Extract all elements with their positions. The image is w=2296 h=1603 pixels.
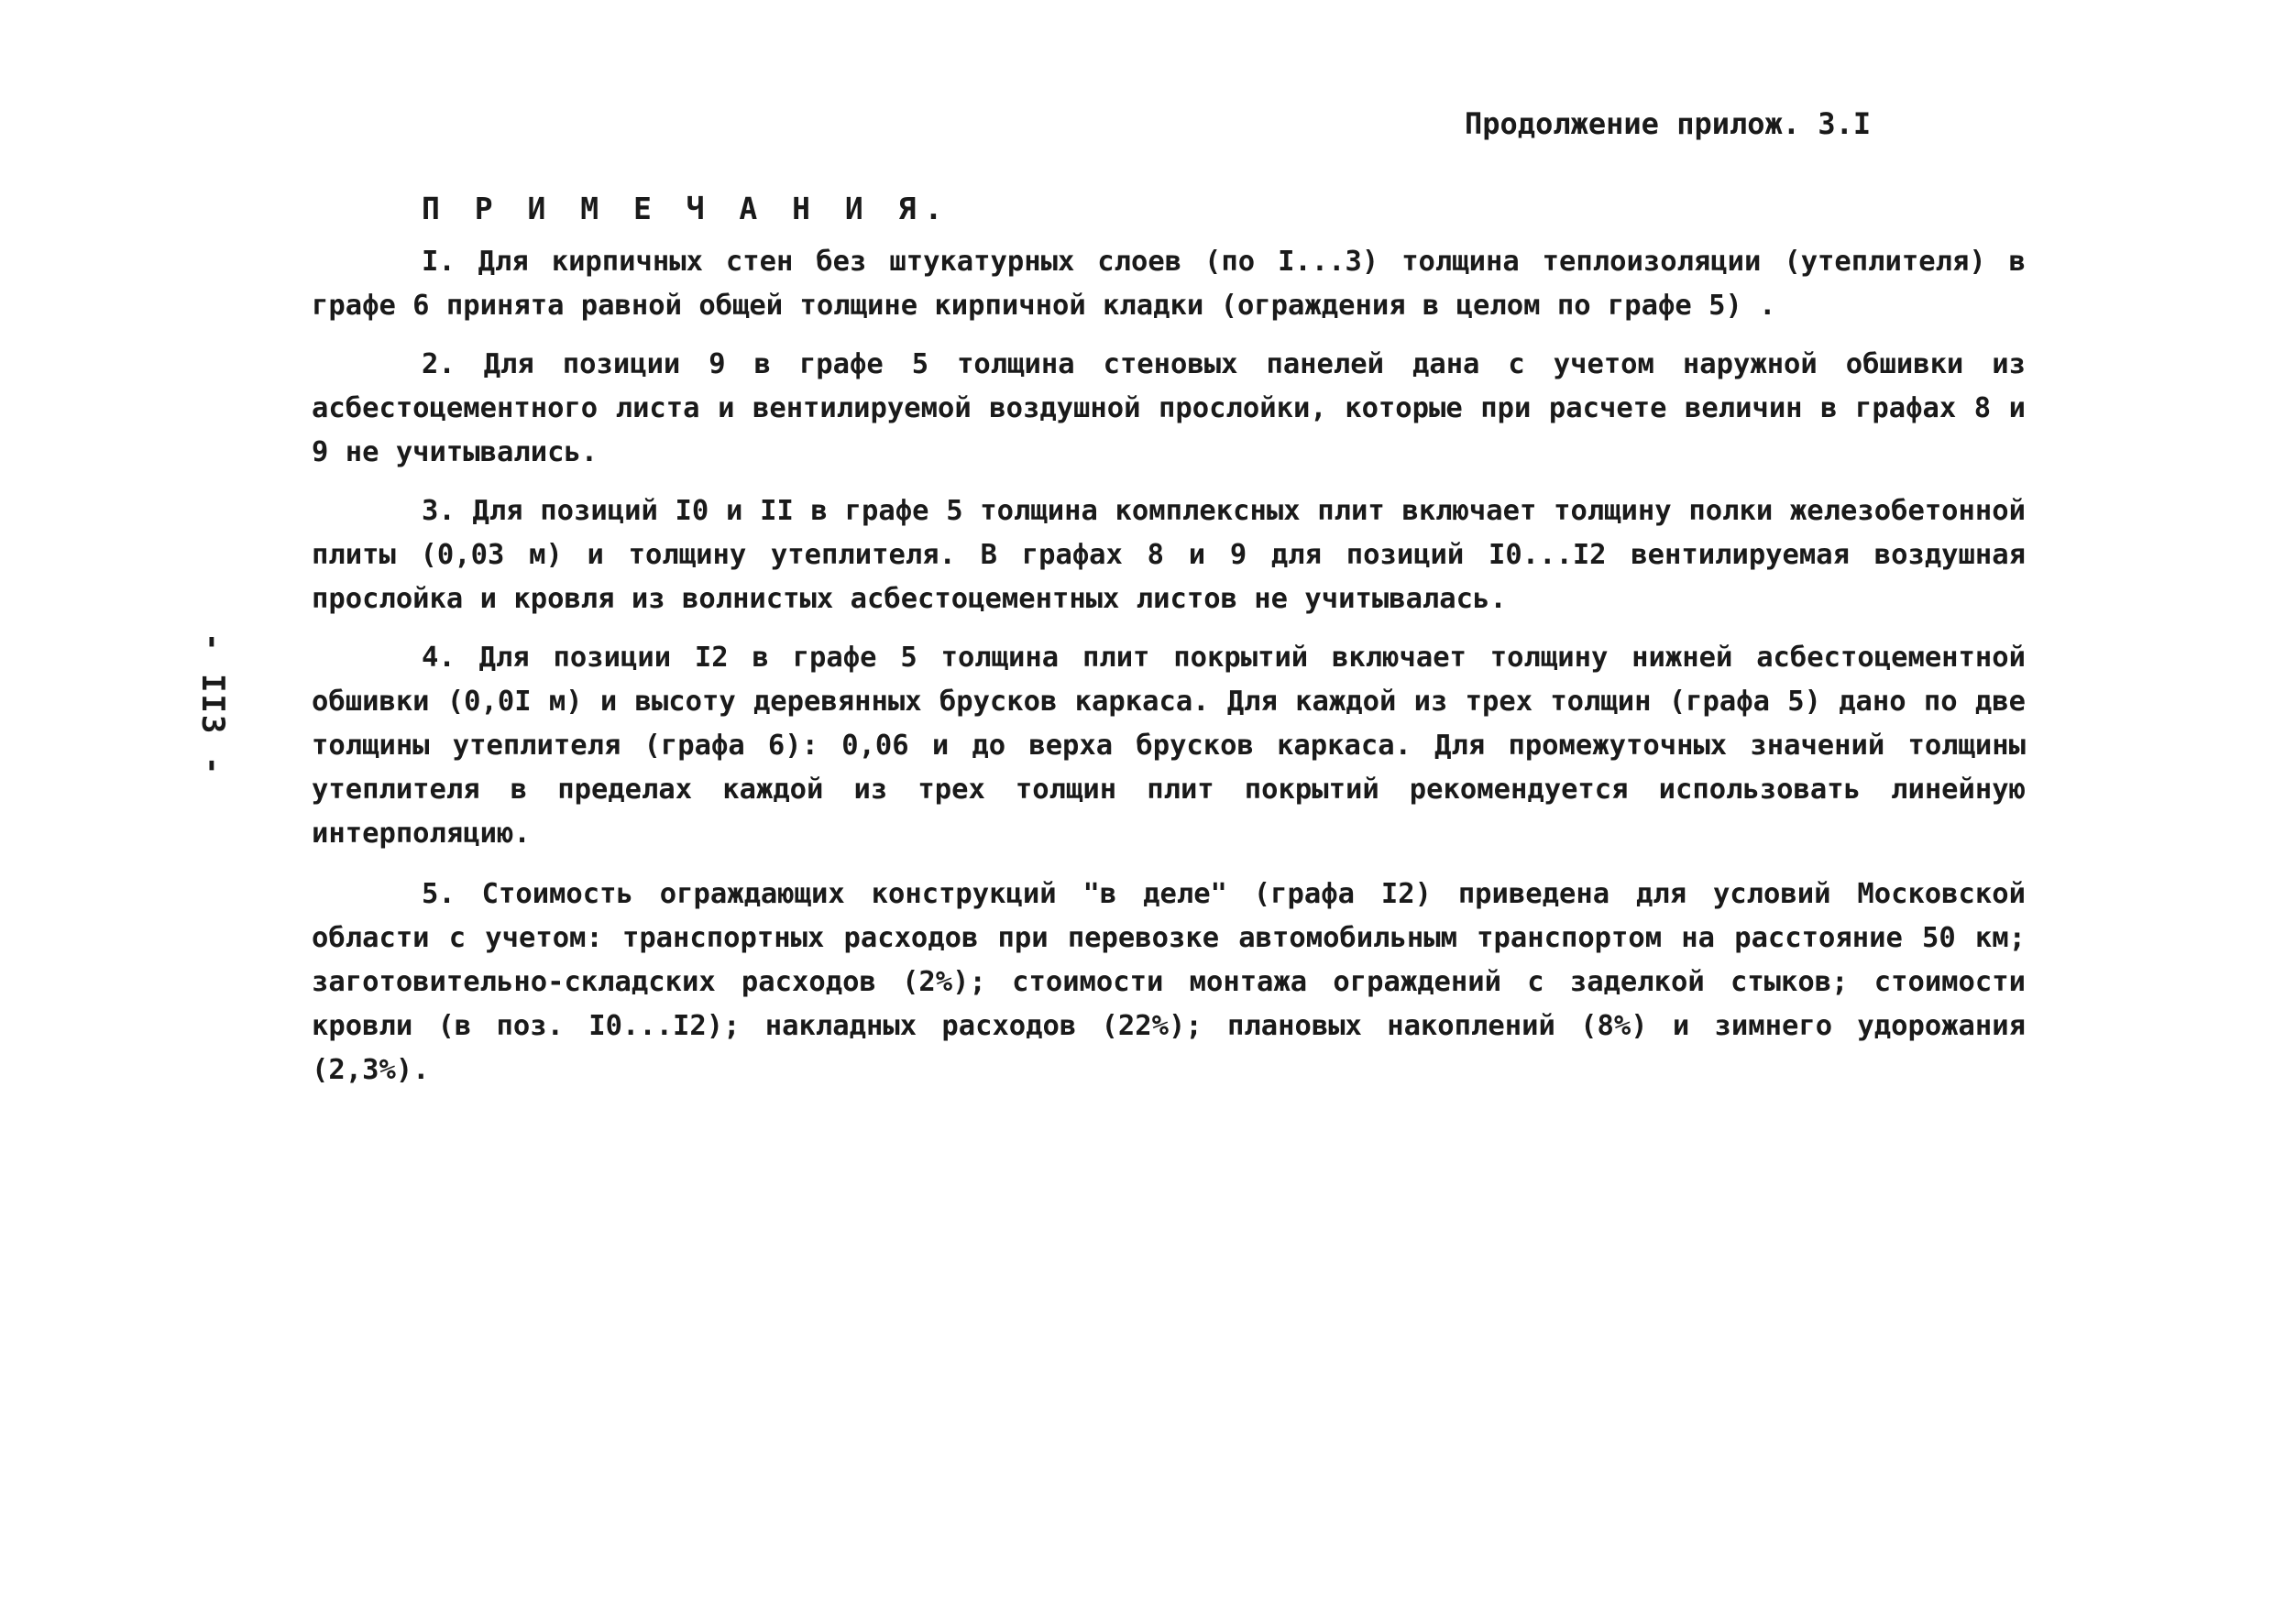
note-2: 2. Для позиции 9 в графе 5 толщина стеновых панелей дана с учетом наружной обшивки из асбестоцементного листа и вентилируемой воздушной прослойки, которые при расчете величин в графах 8 и 9 не учитывались. xyxy=(312,348,2026,468)
note-5: 5. Стоимость ограждающих конструкций "в деле" (графа I2) приведена для условий Московской области с учетом: транспортных расходов при перевозке автомобильным транспортом на расстояние 50 км; заготовительно-складских расходов (2%); стоимости монтажа ограждений с заделкой стыков; стоимости кровли (в поз. I0...I2); накладных расходов (22%); плановых накоплений (8%) и зимнего удорожания (2,3%). xyxy=(312,878,2026,1086)
notes-heading: П Р И М Е Ч А Н И Я. xyxy=(422,191,951,226)
page-number: - II3 - xyxy=(194,632,231,777)
appendix-reference: Продолжение прилож. 3.I xyxy=(1465,106,1872,141)
note-1: I. Для кирпичных стен без штукатурных слоев (по I...3) толщина теплоизоляции (утеплителя) в графе 6 принята равной общей толщине кирпичной кладки (ограждения в целом по графе 5) . xyxy=(312,246,2026,322)
note-3: 3. Для позиций I0 и II в графе 5 толщина комплексных плит включает толщину полки железобетонной плиты (0,03 м) и толщину утеплителя. В графах 8 и 9 для позиций I0...I2 вентилируемая воздушная прослойка и кровля из волнистых асбестоцементных листов не учитывалась. xyxy=(312,495,2026,615)
notes-list xyxy=(312,240,2026,1107)
note-4: 4. Для позиции I2 в графе 5 толщина плит покрытий включает толщину нижней асбестоцементной обшивки (0,0I м) и высоту деревянных брусков каркаса. Для каждой из трех толщин (графа 5) дано по две толщины утеплителя (графа 6): 0,06 и до верха брусков каркаса. Для промежуточных значений толщины утеплителя в пределах каждой из трех толщин плит покрытий рекомендуется использовать линейную интерполяцию. xyxy=(312,642,2026,850)
